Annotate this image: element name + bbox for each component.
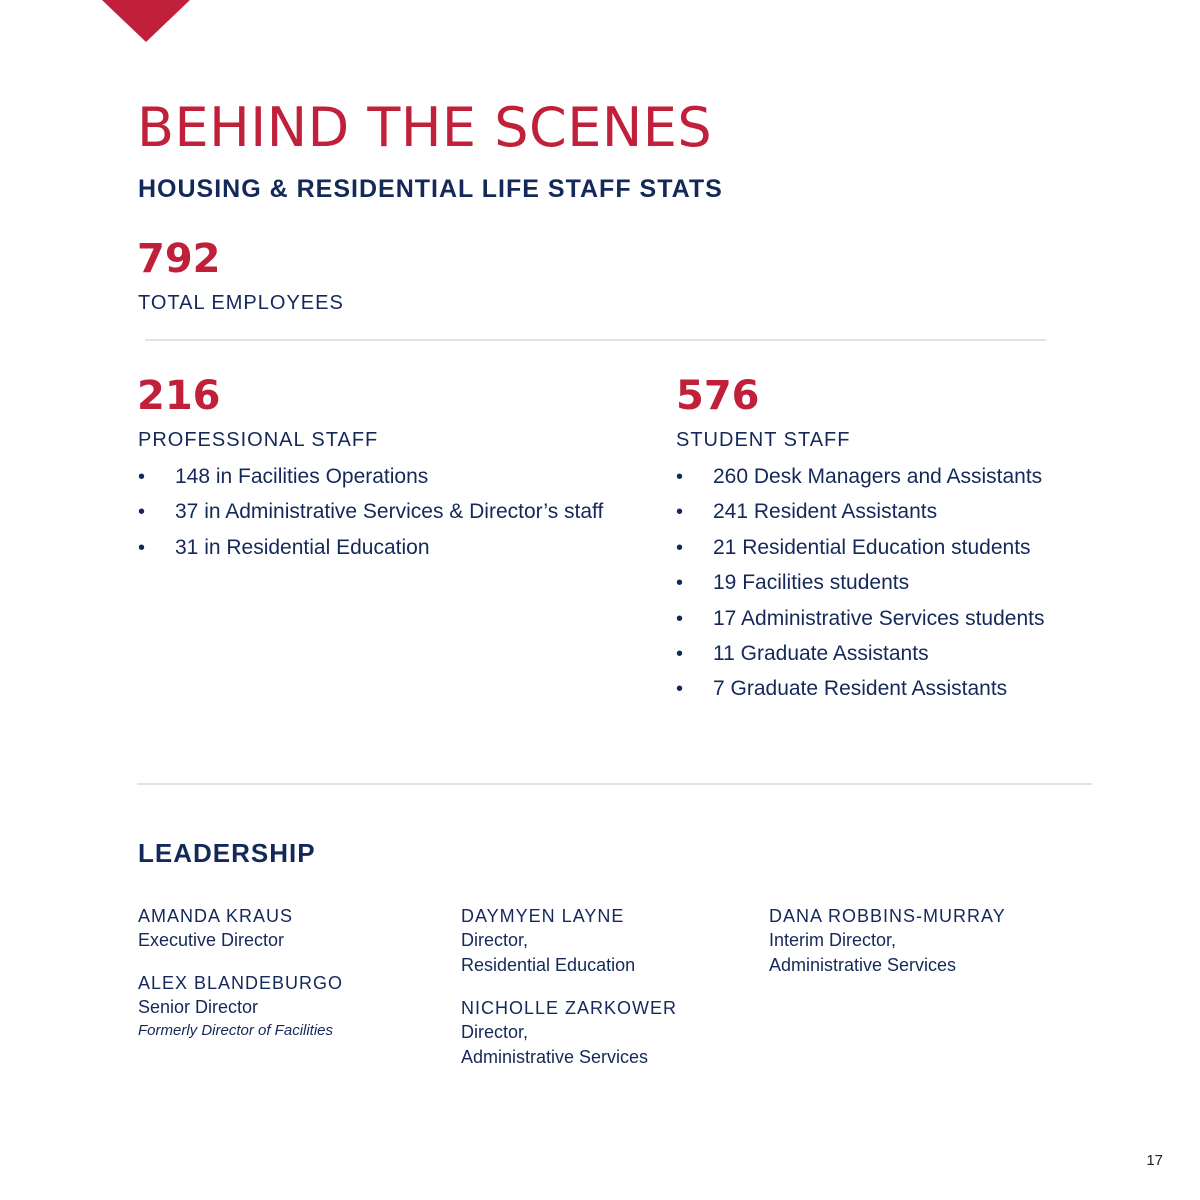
bullet-icon: • [676, 536, 684, 559]
leader-role: Administrative Services [461, 1047, 649, 1067]
bullet-icon: • [138, 501, 146, 524]
bullet-icon: • [676, 572, 684, 595]
leader-amanda-kraus [138, 904, 293, 953]
student-staff-label: STUDENT STAFF [676, 429, 851, 451]
leader-role: Senior Director [138, 997, 259, 1017]
leadership-heading: LEADERSHIP [138, 838, 316, 868]
page-subtitle: HOUSING & RESIDENTIAL LIFE STAFF STATS [138, 175, 723, 203]
corner-triangle-decoration [102, 0, 190, 42]
section-divider [145, 339, 1046, 341]
leader-daymyen-layne [461, 904, 635, 978]
professional-staff-label: PROFESSIONAL STAFF [138, 429, 379, 451]
leader-name: NICHOLLE ZARKOWER [461, 998, 678, 1018]
bullet-icon: • [138, 536, 146, 559]
total-employees-number: 792 [137, 236, 221, 282]
professional-staff-number: 216 [137, 373, 221, 419]
leader-note: Formerly Director of Facilities [138, 1022, 334, 1039]
page-title: BEHIND THE SCENES [137, 96, 713, 159]
leader-name: DANA ROBBINS-MURRAY [769, 906, 1006, 926]
total-employees-label: TOTAL EMPLOYEES [138, 292, 344, 314]
leader-role: Residential Education [461, 955, 636, 975]
leader-role: Administrative Services [769, 955, 957, 975]
bullet-icon: • [676, 607, 684, 630]
bullet-icon: • [676, 678, 684, 701]
leader-nicholle-zarkower [461, 996, 677, 1070]
leader-name: AMANDA KRAUS [138, 906, 294, 926]
section-divider [137, 783, 1092, 785]
leader-name: DAYMYEN LAYNE [461, 906, 625, 926]
leader-role: Executive Director [138, 930, 285, 950]
leader-role: Interim Director, [769, 930, 897, 950]
leader-alex-blandeburgo [138, 971, 343, 1042]
leader-name: ALEX BLANDEBURGO [138, 973, 344, 993]
leader-role: Director, [461, 930, 529, 950]
bullet-icon: • [676, 642, 684, 665]
bullet-icon: • [676, 501, 684, 524]
page-number: 17 [1146, 1152, 1163, 1169]
bullet-icon: • [676, 466, 684, 488]
student-staff-number: 576 [676, 373, 760, 419]
leader-dana-robbins-murray [769, 904, 1006, 978]
leader-role: Director, [461, 1022, 529, 1042]
bullet-icon: • [138, 466, 146, 488]
